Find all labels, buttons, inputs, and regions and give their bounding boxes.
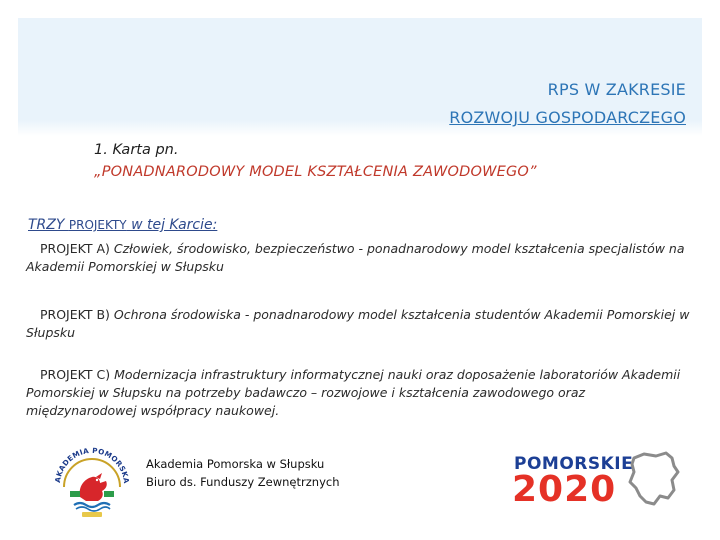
project-c — [26, 366, 696, 420]
project-b-text: Ochrona środowiska - ponadnarodowy model kształcenia studentów Akademii Pomorskiej w Słupsku — [26, 307, 690, 340]
brand-year: 2020 — [512, 469, 617, 510]
footer-line2: Biuro ds. Funduszy Zewnętrznych — [146, 475, 340, 489]
project-c-text: Modernizacja infrastruktury informatycznej nauki oraz doposażenie laboratoriów Akademii Pomorskiej w Słupsku na potrzeby badawczo – rozwojowe i kształcenia zawodowego oraz międzynarodowej współpracy naukowej. — [26, 367, 681, 418]
project-a-tag: PROJEKT A) — [40, 241, 110, 256]
project-b-tag: PROJEKT B) — [40, 307, 110, 322]
card-subtitle-name: „PONADNARODOWY MODEL KSZTAŁCENIA ZAWODOWEGO” — [94, 164, 537, 180]
project-a-text: Człowiek, środowisko, bezpieczeństwo - ponadnarodowy model kształcenia specjalistów na Akademii Pomorskiej w Słupsku — [26, 241, 685, 274]
project-a — [26, 240, 696, 276]
project-c-tag: PROJEKT C) — [40, 367, 111, 382]
heading-part-2: PROJEKTY — [68, 218, 127, 232]
heading-part-3: w tej Karcie: — [126, 217, 218, 233]
card-subtitle-number: 1. Karta pn. — [94, 142, 179, 158]
page-title-line2: ROZWOJU GOSPODARCZEGO — [449, 108, 686, 127]
pomorskie-map-icon — [628, 450, 680, 510]
footer-text — [146, 455, 339, 491]
akademia-pomorska-logo — [50, 447, 134, 519]
page-title-line1: RPS W ZAKRESIE — [547, 80, 686, 99]
pomorskie-2020-logo — [508, 448, 680, 514]
section-heading — [28, 217, 217, 233]
svg-text:AKADEMIA POMORSKA W SŁUPSKU: AKADEMIA POMORSKA — [53, 447, 132, 485]
project-b — [26, 306, 696, 342]
heading-part-1: TRZY — [28, 217, 69, 233]
brand-word: POMORSKIE — [514, 454, 634, 474]
footer-line1: Akademia Pomorska w Słupsku — [146, 457, 325, 471]
